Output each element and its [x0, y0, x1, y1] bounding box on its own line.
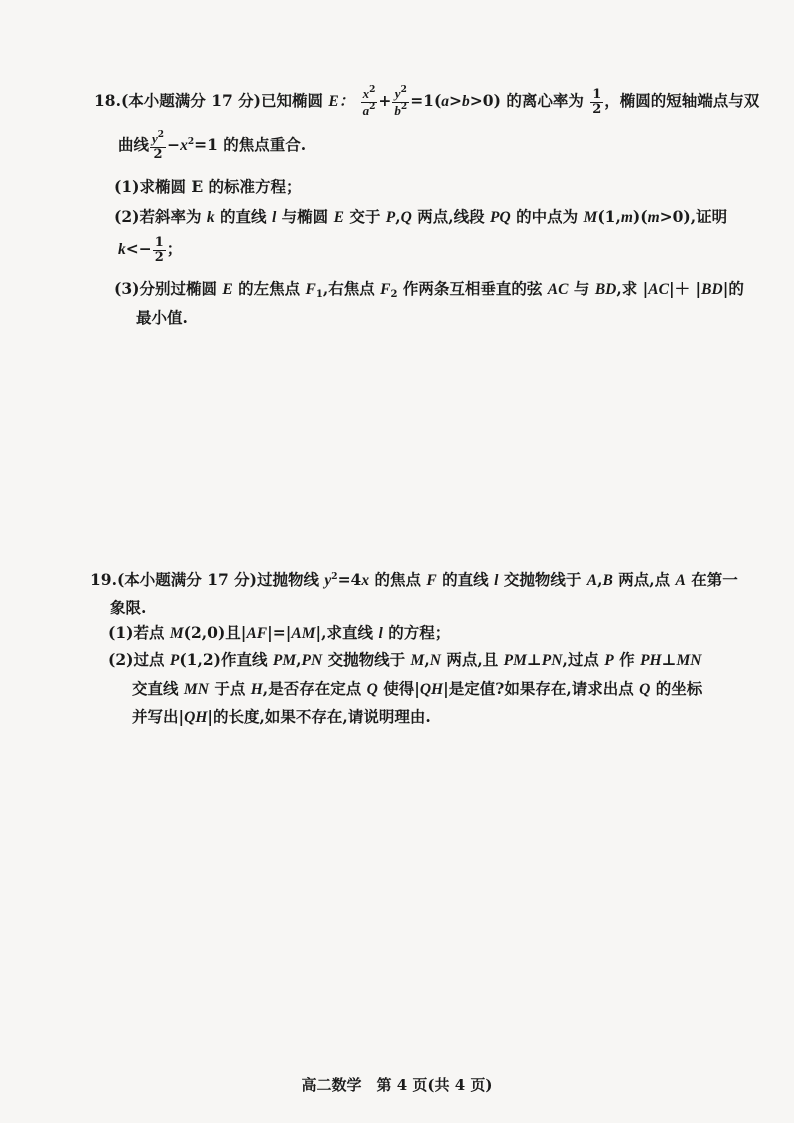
var-y: y: [152, 131, 158, 146]
var-MN: MN: [676, 652, 702, 669]
minus: −: [167, 135, 181, 155]
t: 两点,点: [618, 570, 671, 589]
exp: 2: [369, 101, 376, 112]
t: 的焦点: [374, 570, 422, 589]
var-P: P: [169, 652, 180, 669]
var-E: E: [333, 209, 344, 226]
den: 2: [154, 249, 164, 265]
q19-part1: [108, 621, 450, 643]
q19-line2: 象限.: [110, 598, 147, 617]
var-PQ: PQ: [490, 209, 511, 226]
eq1: =1(: [410, 91, 442, 111]
t: 交抛物线于: [327, 650, 406, 669]
t: 并写出|: [132, 707, 185, 726]
t: ,求 |: [616, 279, 649, 298]
var-Q: Q: [400, 209, 412, 226]
num: 1: [592, 87, 602, 102]
exp: 2: [369, 85, 376, 95]
lt: <−: [125, 239, 152, 259]
num: 1: [154, 235, 164, 250]
frac-half: [590, 88, 603, 116]
t: 两点,线段: [417, 207, 485, 226]
var-M: M: [583, 209, 598, 226]
q18-part3-line1: [114, 277, 744, 300]
var-F: F: [380, 281, 391, 298]
var-MN: MN: [183, 681, 209, 698]
var-PN: PN: [301, 652, 323, 669]
q18-part3-line2: 最小值.: [136, 308, 188, 327]
t: ,: [597, 570, 603, 589]
q19-part2-line1: [108, 648, 701, 670]
var-AF: AF: [246, 625, 268, 642]
var-m: m: [620, 209, 633, 226]
t: 使得|: [383, 679, 420, 698]
var-F: F: [426, 572, 437, 589]
t: =4: [337, 570, 362, 589]
frac-x2-a2: [361, 86, 378, 118]
exp: 2: [331, 572, 338, 582]
var-N: N: [429, 652, 441, 669]
var-k: k: [118, 241, 126, 259]
t: (1)若点: [108, 623, 165, 642]
t: (2)过点: [108, 650, 165, 669]
q18-head: 18.(本小题满分 17 分)已知椭圆: [94, 91, 323, 111]
var-AC: AC: [547, 281, 569, 298]
t: 19.(本小题满分 17 分)过抛物线: [90, 570, 319, 589]
t: ,: [395, 207, 401, 226]
var-P: P: [604, 652, 614, 669]
perp: ⊥: [526, 650, 542, 669]
frac-half-2: [153, 236, 166, 264]
var-E: E: [222, 281, 233, 298]
var-B: B: [602, 572, 613, 589]
t: >0),证明: [659, 207, 728, 226]
head: 曲线: [118, 135, 150, 155]
var-k: k: [206, 209, 215, 226]
exp: 2: [400, 85, 407, 95]
var-P: P: [385, 209, 396, 226]
q18-part2-line2: [118, 236, 182, 264]
t: 与椭圆: [281, 207, 329, 226]
var-a: a: [362, 102, 370, 118]
sub: 2: [390, 289, 398, 300]
eq: =1 的焦点重合.: [194, 135, 307, 155]
t: )(: [632, 207, 648, 226]
var-x: x: [362, 86, 370, 101]
var-PN: PN: [541, 652, 563, 669]
sub: 1: [315, 289, 323, 300]
var-b: b: [394, 102, 401, 118]
frac-y2-2: [150, 131, 166, 161]
var-PM: PM: [503, 652, 527, 669]
t: |的长度,如果不存在,请说明理由.: [207, 707, 431, 726]
t: |,求直线: [315, 623, 374, 642]
exp: 2: [400, 101, 408, 112]
den: 2: [153, 146, 163, 162]
t: |是定值?如果存在,请求出点: [443, 679, 634, 698]
gt0: >0): [469, 91, 501, 111]
t: 的方程；: [388, 623, 451, 642]
t: |=|: [267, 623, 292, 642]
tail2: ，椭圆的短轴端点与双: [604, 91, 760, 111]
var-l: l: [378, 625, 383, 642]
t: 的直线: [220, 207, 267, 226]
var-b: b: [462, 93, 470, 111]
exp: 2: [157, 130, 165, 140]
t: |的: [722, 279, 744, 298]
t: ,过点: [562, 650, 599, 669]
var-PH: PH: [640, 652, 662, 669]
var-a: a: [441, 93, 450, 111]
var-QH: QH: [184, 709, 208, 726]
var-F: F: [305, 281, 316, 298]
plus: +: [378, 91, 392, 111]
t: 于点: [214, 679, 246, 698]
var-y: y: [324, 572, 332, 589]
t: 作: [619, 650, 635, 669]
var-x: x: [180, 137, 188, 155]
var-AM: AM: [291, 625, 316, 642]
t: 交抛物线于: [503, 570, 582, 589]
t: 交直线: [132, 679, 179, 698]
var-M: M: [169, 625, 184, 642]
t: 交于: [349, 207, 381, 226]
t: 两点,且: [446, 650, 499, 669]
t: 在第一: [691, 570, 738, 589]
den: 2: [592, 101, 602, 117]
var-H: H: [250, 681, 263, 698]
var-y: y: [394, 86, 401, 101]
t: 的左焦点: [238, 279, 301, 298]
q18-line2: [118, 131, 306, 161]
t: 与: [573, 279, 590, 298]
var-AC: AC: [648, 281, 669, 298]
q19-part2-line3: [132, 705, 431, 727]
t: 的直线: [442, 570, 489, 589]
var-BD: BD: [594, 281, 617, 298]
frac-y2-b2: [392, 86, 409, 118]
t: ,: [296, 650, 302, 669]
var-A: A: [675, 572, 686, 589]
q18-part2-line1: [114, 205, 727, 227]
var-x: x: [361, 572, 370, 589]
q18-line1: [94, 86, 759, 118]
t: (2)若斜率为: [114, 207, 202, 226]
q18-part1: (1)求椭圆 E 的标准方程；: [114, 177, 302, 196]
var-l: l: [271, 209, 277, 226]
perp: ⊥: [661, 650, 677, 669]
t: (1,2)作直线: [179, 650, 268, 669]
var-PM: PM: [272, 652, 297, 669]
t: 的中点为: [516, 207, 579, 226]
q19-part2-line2: [132, 677, 702, 699]
t: |＋ |: [668, 279, 702, 298]
var-A: A: [586, 572, 598, 589]
page-footer: 高二数学 第 4 页(共 4 页): [301, 1076, 493, 1094]
gt: >: [449, 91, 463, 111]
t: ,右焦点: [322, 279, 375, 298]
t: ,是否存在定点: [262, 679, 362, 698]
t: ,: [424, 650, 430, 669]
t: ；: [166, 239, 183, 259]
var-m: m: [647, 209, 660, 226]
ellipse-label: E：: [328, 93, 355, 111]
var-M: M: [410, 652, 425, 669]
var-QH: QH: [419, 681, 444, 698]
t: (2,0)且|: [183, 623, 247, 642]
t: 作两条互相垂直的弦: [402, 279, 543, 298]
t: (1,: [597, 207, 621, 226]
tail: 的离心率为: [506, 91, 584, 111]
var-BD: BD: [701, 281, 723, 298]
q19-line1: [90, 568, 738, 590]
var-Q: Q: [639, 681, 651, 698]
t: 的坐标: [655, 679, 703, 698]
var-l: l: [494, 572, 499, 589]
var-Q: Q: [366, 681, 378, 698]
exp: 2: [187, 137, 195, 148]
t: (3)分别过椭圆: [114, 279, 217, 298]
